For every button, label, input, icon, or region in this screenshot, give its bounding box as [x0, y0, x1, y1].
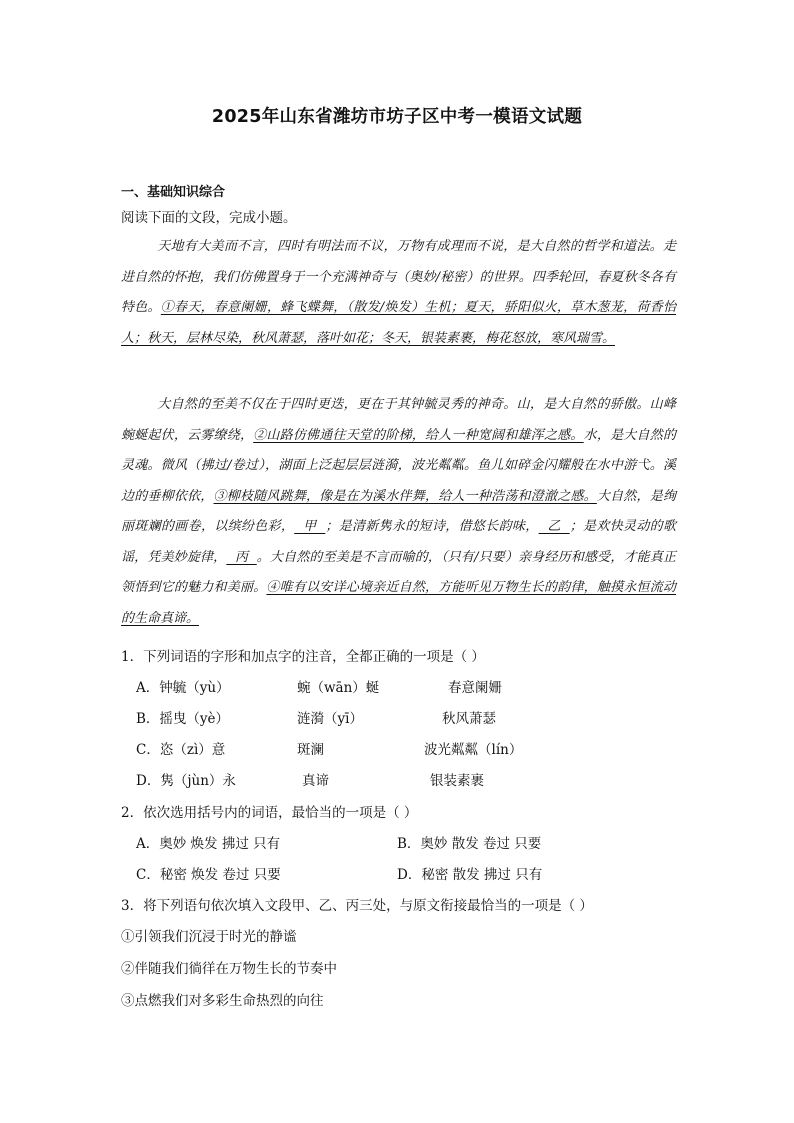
p2-segment: 大自然的至美不仅在于四时更迭，更在于其钟毓灵秀的神奇。山，是大自然的骄傲。山峰蜿蜒起伏，云雾缭绕，: [121, 397, 676, 443]
q1-option-c-col1: C．恣（zì）意: [136, 742, 226, 758]
q1-option-b-col1: B．摇曳（yè）: [136, 711, 230, 727]
p2-underlined-segment: ②山路仿佛通往天堂的阶梯，给人一种宽阔和雄浑之感。: [253, 427, 584, 443]
p2-segment: 。大自然的至美是不言而喻的，（只有/只要）亲身经历和感受，才能真正领悟到它的魅力和美丽。: [121, 549, 676, 595]
q1-option-a-col3: 春意阑姗: [448, 680, 502, 696]
p2-segment: ；是清新隽永的短诗，借悠长韵味，: [325, 519, 539, 534]
passage-paragraph-1: [121, 232, 676, 354]
p1-segment: 天地有大美而不言，四时有明法而不议，万物有成理而不说，是大自然的哲学和道法。走进自然的怀抱，我们仿佛置身于一个充满神奇与（奥妙/秘密）的世界。四季轮回，春夏秋冬各有特色。: [121, 239, 676, 315]
q2-option-d: D．秘密 散发 拂过 只有: [397, 867, 543, 883]
question-1-stem: 1．下列词语的字形和加点字的注音，全都正确的一项是（ ）: [121, 649, 485, 665]
blank-bing: 丙: [226, 549, 257, 565]
blank-yi: 乙: [538, 519, 570, 534]
p2-underlined-segment: ④唯有以安详心境亲近自然，方能听见万物生长的韵律，触摸永恒流动的生命真谛。: [121, 580, 676, 626]
q1-option-a-col2: 蜿（wān）蜒: [297, 680, 380, 696]
q1-option-b-col2: 涟漪（yī）: [297, 711, 363, 727]
q1-option-b-col3: 秋风萧瑟: [442, 711, 496, 727]
q3-item-3: ③点燃我们对多彩生命热烈的向往: [121, 993, 324, 1009]
passage-paragraph-2: [121, 390, 676, 634]
section-heading: 一、基础知识综合: [121, 185, 226, 200]
q1-option-d-col2: 真谛: [302, 773, 329, 789]
q3-item-2: ②伴随我们徜徉在万物生长的节奏中: [121, 961, 337, 977]
exam-title: 2025年山东省潍坊市坊子区中考一模语文试题: [211, 107, 583, 127]
q3-item-1: ①引领我们沉浸于时光的静谧: [121, 929, 297, 945]
p1-underlined-segment: ①春天，春意阑姗，蜂飞蝶舞，（散发/焕发）生机；夏天，骄阳似火，草木葱茏，荷香怡人；秋天，层林尽染，秋风萧瑟，落叶如花；冬天，银装素裹，梅花怒放，寒风瑞雪。: [121, 300, 676, 346]
question-2-stem: 2．依次选用括号内的词语，最恰当的一项是（ ）: [121, 805, 418, 821]
question-3-stem: 3．将下列语句依次填入文段甲、乙、丙三处，与原文衔接最恰当的一项是（ ）: [121, 898, 593, 914]
p2-segment: 大自然，是绚丽斑斓的画卷，以缤纷色彩，: [121, 488, 676, 534]
p2-segment: ；是欢快灵动的歌谣，凭美妙旋律，: [121, 519, 676, 565]
blank-jia: 甲: [294, 519, 326, 534]
q1-option-a-col1: A．钟毓（yù）: [136, 680, 230, 696]
q1-option-d-col3: 银装素裹: [430, 773, 484, 789]
q2-option-a: A．奥妙 焕发 拂过 只有: [136, 836, 281, 852]
q1-option-c-col3: 波光粼粼（lín）: [424, 742, 523, 758]
reading-instruction: 阅读下面的文段，完成小题。: [121, 210, 297, 226]
q2-option-b: B．奥妙 散发 卷过 只要: [397, 836, 542, 852]
p2-underlined-segment: ③柳枝随风跳舞，像是在为溪水伴舞，给人一种浩荡和澄澈之感。: [213, 488, 597, 504]
q2-option-c: C．秘密 焕发 卷过 只要: [136, 867, 281, 883]
q1-option-c-col2: 斑澜: [297, 742, 324, 758]
q1-option-d-col1: D．隽（jùn）永: [136, 773, 236, 789]
p2-segment: 水，是大自然的灵魂。微风（拂过/卷过），湖面上泛起层层涟漪，波光粼粼。鱼儿如碎金闪耀般在水中游弋。溪边的垂柳依依，: [121, 427, 676, 504]
